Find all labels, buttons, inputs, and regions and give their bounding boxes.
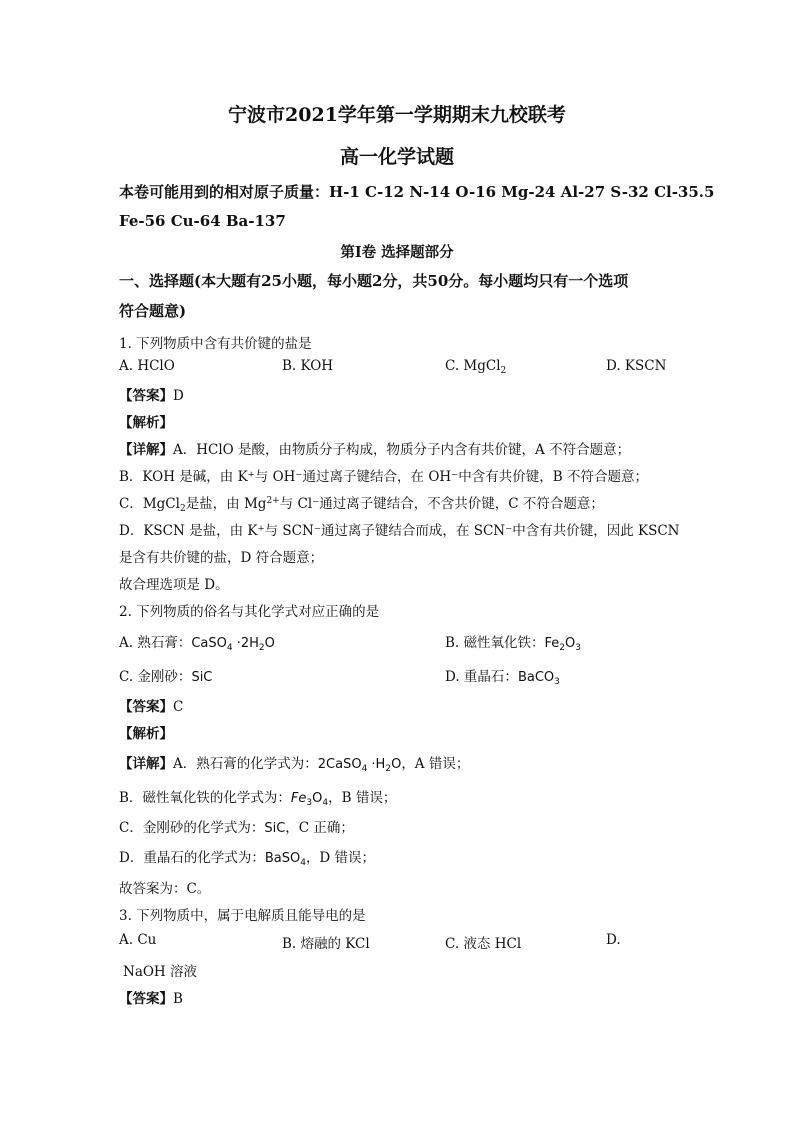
q1-stem: 1. 下列物质中含有共价键的盐是 bbox=[119, 336, 312, 352]
q1-analysis-label: 【解析】 bbox=[119, 415, 173, 431]
q1-option-c: C. MgCl$_2$ bbox=[445, 358, 507, 376]
q3-option-d-continued: NaOH 溶液 bbox=[123, 964, 197, 980]
q2-detail-b: B．磁性氧化铁的化学式为：$Fe_3O_4$，B 错误； bbox=[119, 790, 397, 808]
q2-option-a: A. 熟石膏：CaSO$_4$ $\cdot 2H_2O$ bbox=[119, 635, 275, 653]
q3-answer: 【答案】B bbox=[119, 991, 183, 1007]
q1-option-b: B. KOH bbox=[282, 358, 334, 374]
exam-title: 宁波市2021学年第一学期期末九校联考 bbox=[228, 104, 566, 126]
q1-conclusion: 故合理选项是 D。 bbox=[119, 577, 229, 593]
q1-option-a: A. HClO bbox=[119, 358, 175, 374]
q2-option-c: C. 金刚砂：SiC bbox=[119, 669, 213, 685]
q1-detail-d-line-1: D．KSCN 是盐，由 K⁺与 SCN⁻通过离子键结合而成，在 SCN⁻中含有共价键，因此 KSCN bbox=[119, 523, 680, 539]
q2-analysis-label: 【解析】 bbox=[119, 726, 173, 742]
atomic-masses-line-1: 本卷可能用到的相对原子质量：H-1 C-12 N-14 O-16 Mg-24 Al-27 S-32 Cl-35.5 bbox=[119, 183, 715, 201]
q1-answer bbox=[119, 384, 184, 404]
q2-stem: 2. 下列物质的俗名与其化学式对应正确的是 bbox=[119, 604, 380, 620]
q2-option-b: B. 磁性氧化铁：$Fe_2O_3$ bbox=[445, 635, 581, 653]
q3-option-a: A. Cu bbox=[119, 932, 157, 948]
q1-detail-d-line-2: 是含有共价键的盐，D 符合题意； bbox=[119, 550, 324, 566]
q2-option-d: D. 重晶石：BaCO$_3$ bbox=[445, 669, 560, 687]
detail-label: 【详解】 bbox=[119, 442, 173, 458]
section-heading-line-1: 一、选择题(本大题有25小题，每小题2分，共50分。每小题均只有一个选项 bbox=[119, 272, 629, 290]
q2-detail-a: 【详解】A．熟石膏的化学式为：2CaSO$_4$ $\cdot H_2O$，A 错误； bbox=[119, 756, 470, 774]
q1-detail-a: 【详解】A．HClO 是酸，由物质分子构成，物质分子内含有共价键，A 不符合题意； bbox=[119, 442, 631, 458]
q1-detail-c: C．MgCl$_2$是盐，由 $Mg^{2+}$与 Cl⁻通过离子键结合，不含共价键，C 不符合题意； bbox=[119, 496, 604, 514]
exam-subtitle: 高一化学试题 bbox=[339, 146, 454, 168]
q1-detail-b: B．KOH 是碱，由 K⁺与 OH⁻通过离子键结合，在 OH⁻中含有共价键，B 不符合题意； bbox=[119, 469, 649, 485]
q2-conclusion: 故答案为：C。 bbox=[119, 881, 211, 897]
part-heading: 第Ⅰ卷 选择题部分 bbox=[340, 244, 454, 261]
q2-answer: 【答案】C bbox=[119, 699, 184, 715]
q2-detail-d: D．重晶石的化学式为：BaSO$_4$，D 错误； bbox=[119, 850, 376, 868]
q3-stem: 3. 下列物质中，属于电解质且能导电的是 bbox=[119, 908, 366, 924]
q3-option-b: B. 熔融的 KCl bbox=[282, 936, 370, 952]
q1-answer-value: D bbox=[173, 388, 184, 404]
answer-label: 【答案】 bbox=[119, 388, 173, 404]
q3-option-c: C. 液态 HCl bbox=[445, 936, 522, 952]
q1-option-d: D. KSCN bbox=[606, 358, 667, 374]
q3-option-d: D. bbox=[606, 932, 621, 948]
q2-detail-c: C．金刚砂的化学式为：SiC，C 正确； bbox=[119, 820, 354, 836]
atomic-masses-line-2: Fe-56 Cu-64 Ba-137 bbox=[119, 212, 286, 230]
q2-answer-value: C bbox=[173, 699, 184, 715]
q3-answer-value: B bbox=[173, 991, 183, 1007]
section-heading-line-2: 符合题意) bbox=[119, 302, 187, 320]
